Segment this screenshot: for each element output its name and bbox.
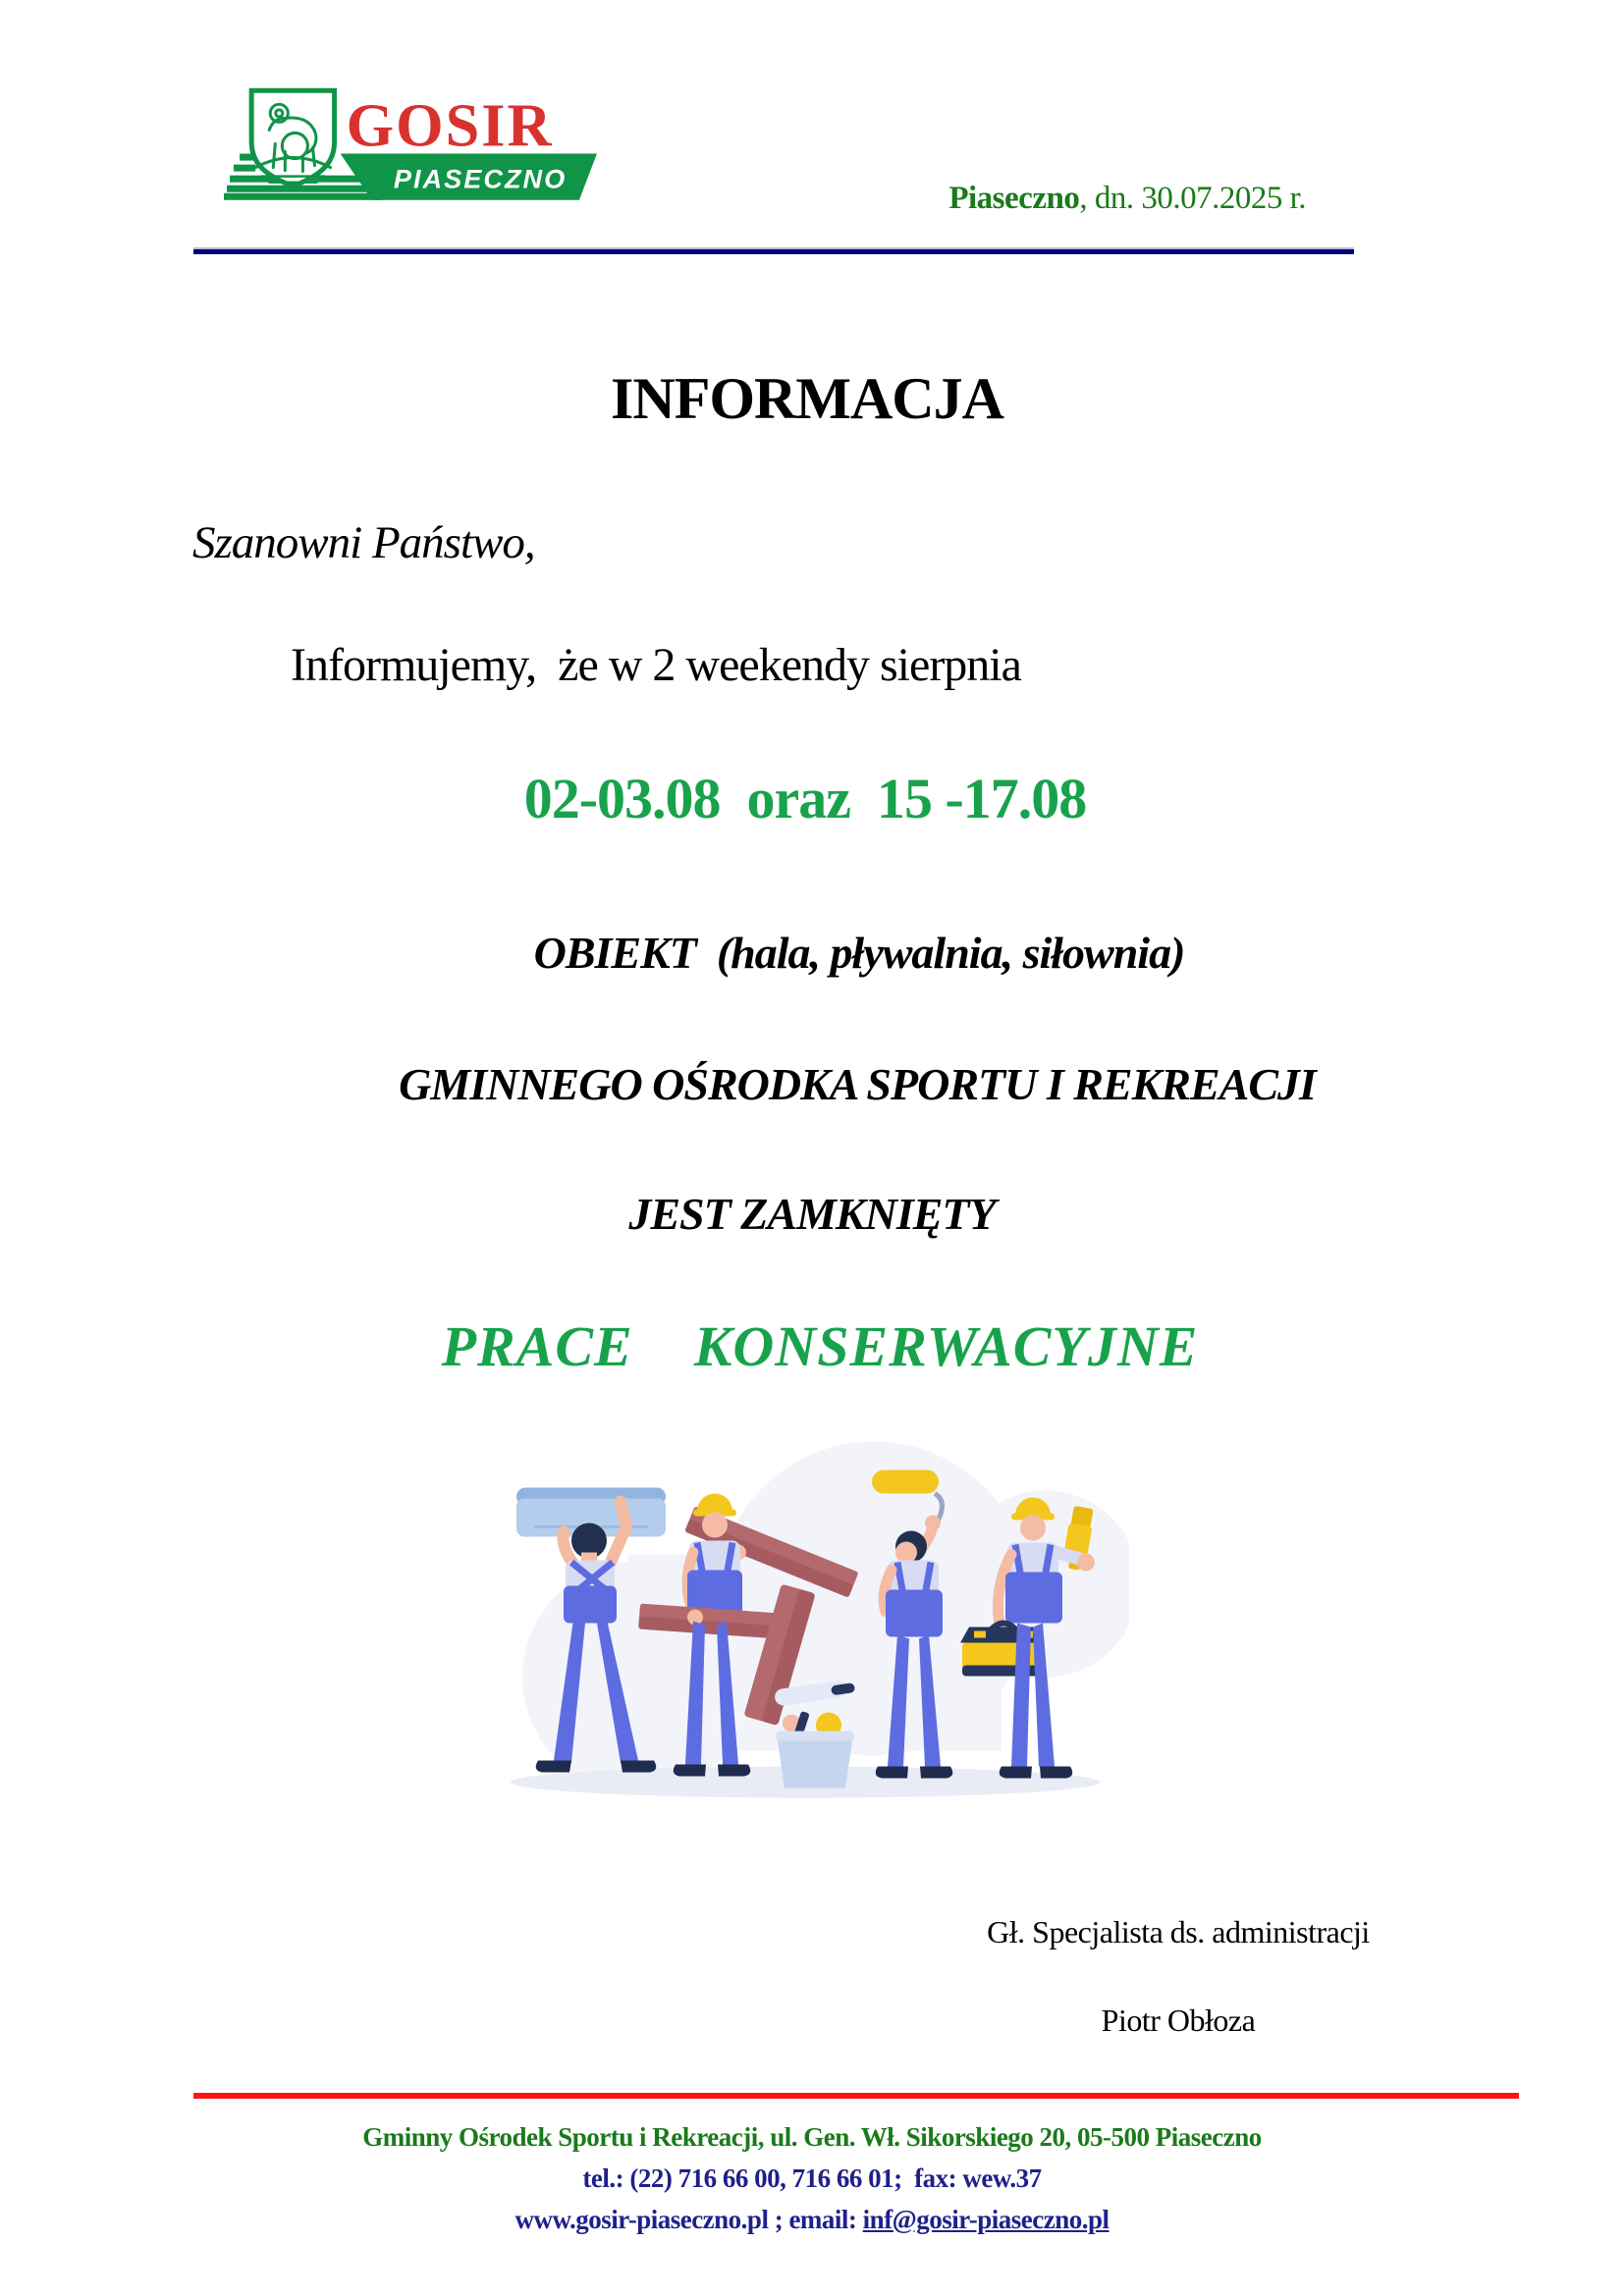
signature-name: Piotr Obłoza	[1101, 2002, 1256, 2038]
maintenance-workers-illustration	[491, 1435, 1129, 1816]
footer-email-link[interactable]: inf@gosir-piaseczno.pl	[862, 2205, 1110, 2234]
object-line: OBIEKT (hala, pływalnia, siłownia)	[533, 928, 1185, 978]
dateline-rest: , dn. 30.07.2025 r.	[1079, 181, 1306, 216]
dateline	[948, 181, 1306, 217]
notice-title: INFORMACJA	[611, 366, 1003, 431]
footer-address: Gminny Ośrodek Sportu i Rekreacji, ul. Gen. Wł. Sikorskiego 20, 05-500 Piaseczno	[362, 2122, 1262, 2152]
salutation: Szanowni Państwo,	[192, 517, 535, 568]
institution-line: GMINNEGO OŚRODKA SPORTU I REKREACJI	[399, 1059, 1316, 1109]
reason-line: PRACE KONSERWACYJNE	[441, 1314, 1199, 1378]
header-rule	[193, 247, 1354, 254]
gosir-logo	[224, 86, 599, 200]
footer-website: www.gosir-piaseczno.pl ; email:	[514, 2205, 863, 2234]
footer-phone: tel.: (22) 716 66 00, 716 66 01; fax: wew.37	[582, 2163, 1042, 2193]
footer-web-email	[0, 2205, 1624, 2235]
signature-role: Gł. Specjalista ds. administracji	[987, 1914, 1370, 1949]
dateline-city: Piaseczno	[948, 181, 1080, 216]
dates-line: 02-03.08 oraz 15 -17.08	[523, 767, 1087, 830]
ram-shield-icon	[251, 90, 334, 187]
intro-line: Informujemy, że w 2 weekendy sierpnia	[291, 639, 1021, 691]
logo-city-text: PIASECZNO	[393, 163, 568, 194]
logo-acronym-text: GOSIR	[346, 91, 554, 160]
footer-rule	[193, 2093, 1519, 2099]
closed-line: JEST ZAMKNIĘTY	[628, 1189, 996, 1239]
